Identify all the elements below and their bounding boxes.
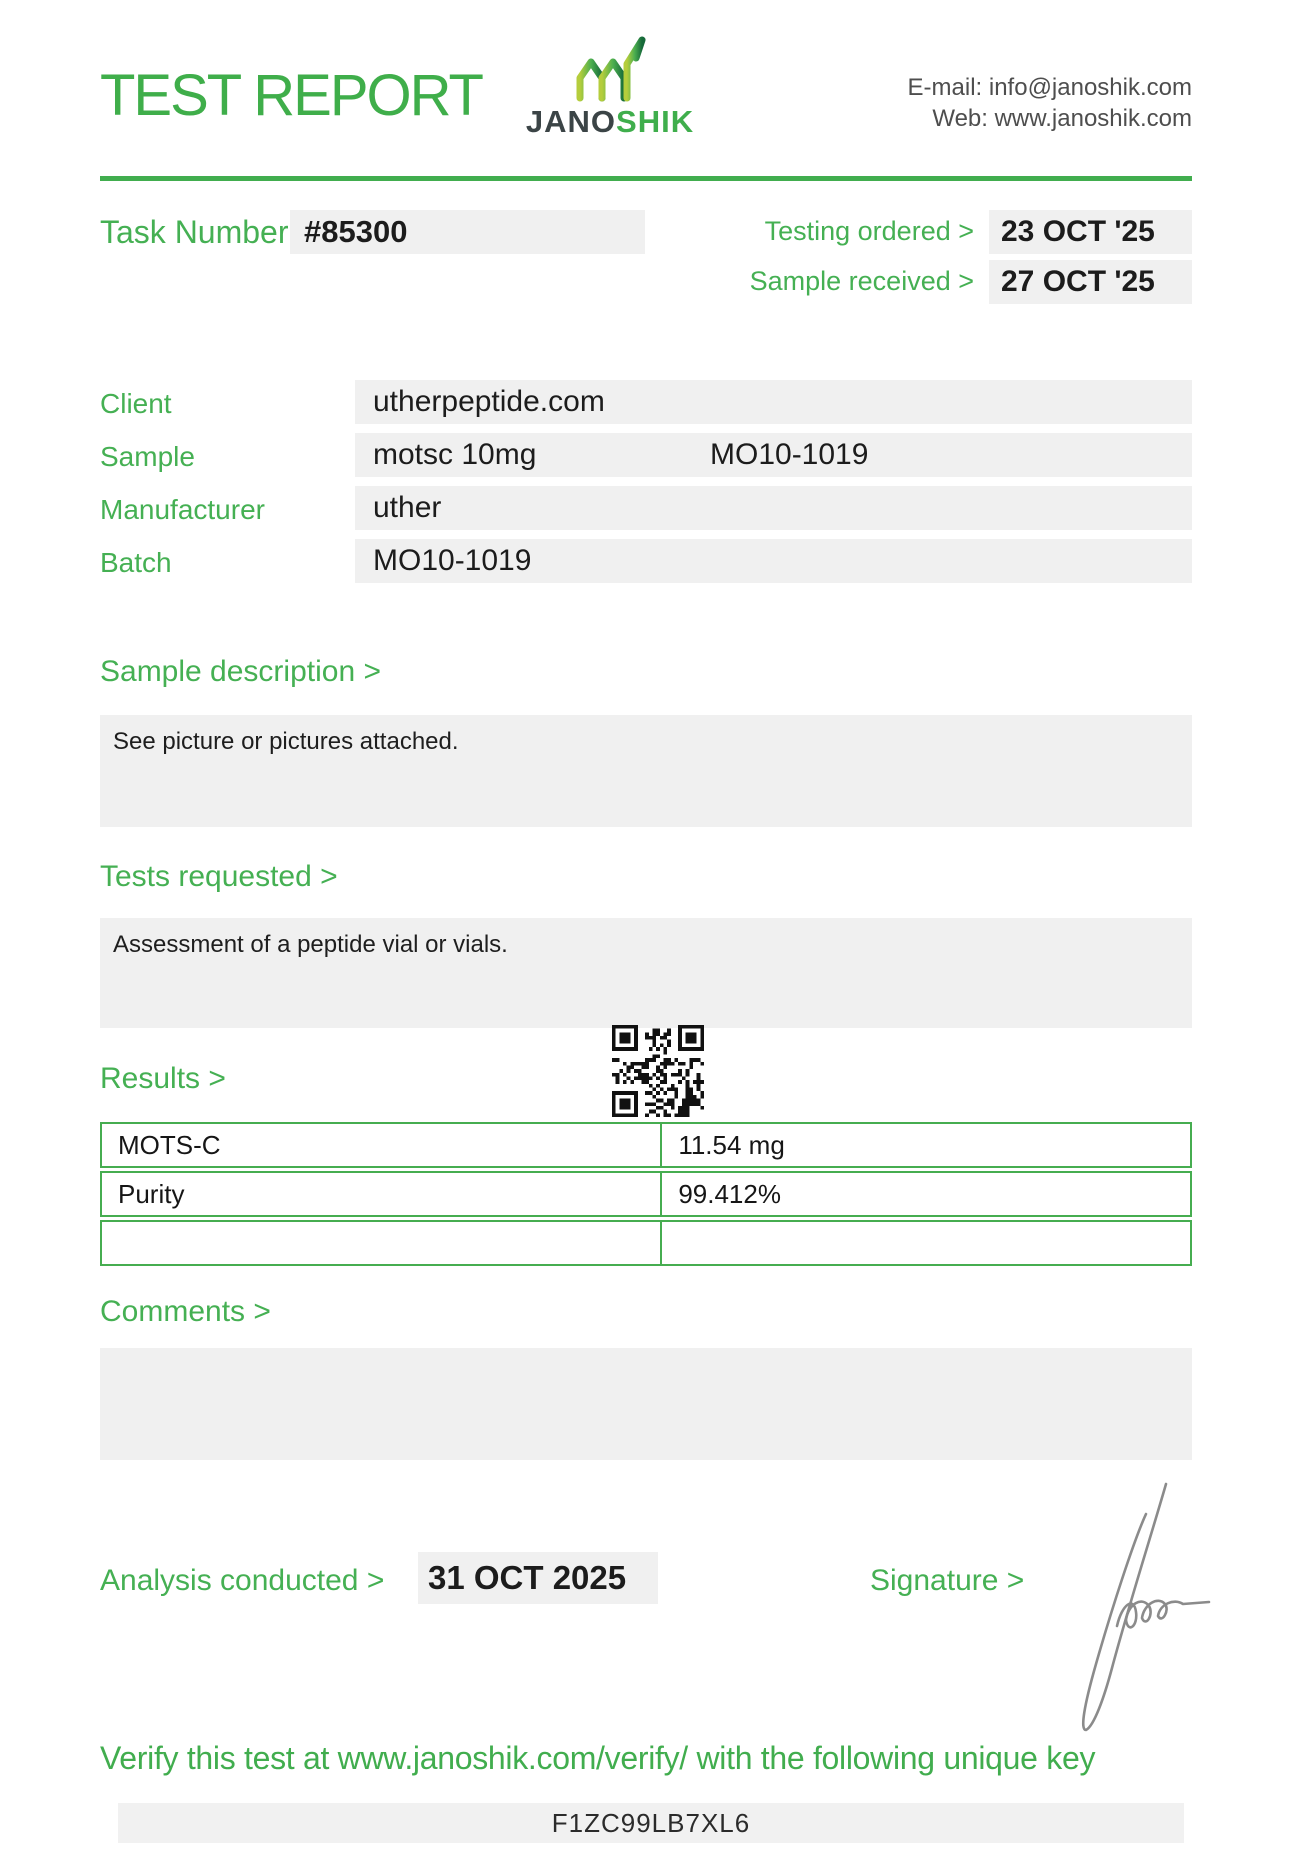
logo-chart-icon [564, 28, 656, 106]
sample-description-box: See picture or pictures attached. [100, 715, 1192, 827]
info-row-client [100, 380, 1192, 424]
result-value-cell: 11.54 mg [678, 1130, 785, 1160]
sample-info-block [100, 380, 1192, 592]
page-content [100, 0, 1192, 1861]
logo-jano: JANO [525, 104, 617, 139]
sample-received-label: Sample received > [749, 266, 974, 296]
client-label: Client [100, 388, 172, 419]
signature-image [1062, 1478, 1242, 1738]
manufacturer-label: Manufacturer [100, 494, 265, 525]
sample-received-field: 27 OCT '25 [989, 260, 1192, 304]
tests-requested-box: Assessment of a peptide vial or vials. [100, 918, 1192, 1028]
result-value-cell [662, 1222, 1190, 1264]
client-value: utherpeptide.com [373, 385, 605, 418]
result-value-cell: 99.412% [678, 1179, 781, 1209]
results-section [100, 1020, 1192, 1265]
client-field [355, 380, 1192, 424]
brand-logo [480, 28, 740, 138]
table-row [100, 1122, 1192, 1168]
comments-box [100, 1348, 1192, 1460]
sample-value: motsc 10mg [373, 438, 537, 471]
analysis-conducted-label: Analysis conducted > [100, 1564, 385, 1597]
sample-field [355, 433, 1192, 477]
testing-ordered-label: Testing ordered > [764, 216, 974, 246]
task-number-label: Task Number [100, 214, 289, 250]
sample-received-row [737, 260, 1192, 304]
footer-row [100, 1552, 1192, 1608]
result-name-cell: Purity [102, 1173, 662, 1215]
info-row-manufacturer [100, 486, 1192, 530]
result-name-cell: MOTS-C [102, 1124, 662, 1166]
batch-label: Batch [100, 547, 172, 578]
tests-requested-label: Tests requested > [100, 860, 338, 893]
unique-key-field: F1ZC99LB7XL6 [118, 1803, 1184, 1843]
sample-label: Sample [100, 441, 195, 472]
info-row-sample [100, 433, 1192, 477]
table-row [100, 1220, 1192, 1266]
testing-ordered-row [737, 210, 1192, 254]
batch-field [355, 539, 1192, 583]
task-number-field: #85300 [290, 210, 645, 254]
analysis-date-field: 31 OCT 2025 [418, 1552, 658, 1604]
verify-text: Verify this test at www.janoshik.com/verify/ with the following unique key [100, 1740, 1096, 1776]
info-row-batch [100, 539, 1192, 583]
sample-batch-code: MO10-1019 [710, 438, 869, 471]
header [100, 28, 1192, 158]
logo-shik: SHIK [616, 104, 695, 139]
batch-value: MO10-1019 [373, 544, 532, 577]
table-row [100, 1171, 1192, 1217]
results-label: Results > [100, 1062, 226, 1095]
sample-description-label: Sample description > [100, 655, 381, 688]
manufacturer-value: uther [373, 491, 442, 524]
results-table [100, 1122, 1192, 1269]
qr-code [612, 1025, 704, 1117]
web-line: Web: www.janoshik.com [932, 105, 1192, 132]
logo-text [480, 106, 740, 138]
header-rule [100, 176, 1192, 181]
contact-block [908, 72, 1192, 134]
result-name-cell [102, 1222, 662, 1264]
page-title: TEST REPORT [100, 63, 482, 128]
manufacturer-field [355, 486, 1192, 530]
testing-ordered-field: 23 OCT '25 [989, 210, 1192, 254]
email-line: E-mail: info@janoshik.com [907, 74, 1192, 101]
comments-label: Comments > [100, 1295, 271, 1328]
signature-label: Signature > [870, 1564, 1025, 1597]
